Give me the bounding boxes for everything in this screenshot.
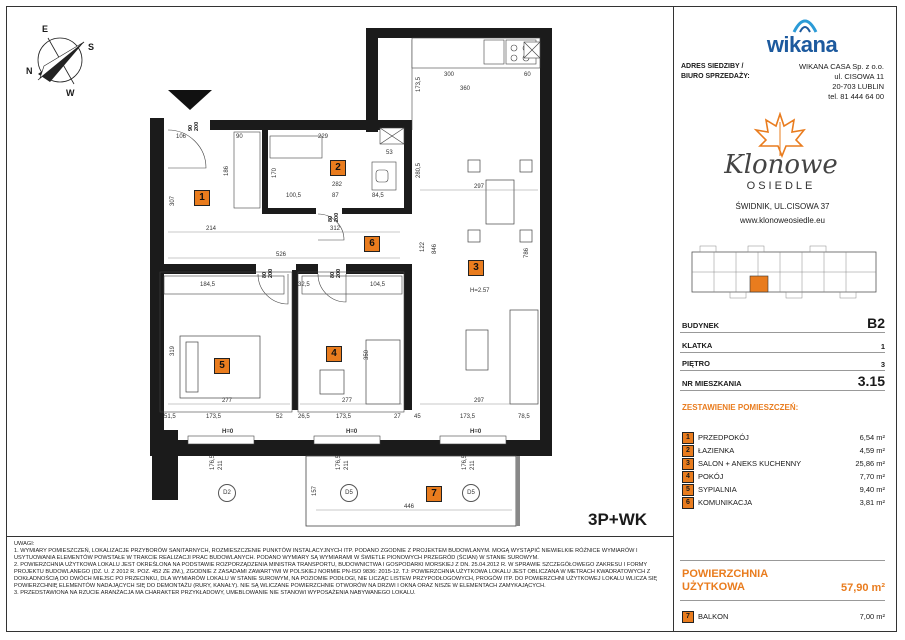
dim-526: 526 [276,252,287,258]
detail-row-building: BUDYNEK B2 [682,315,885,331]
dim-87: 87 [332,193,339,199]
window-code-3: D5 [462,484,480,502]
window-label-2: H=0 [346,429,358,435]
address-label: ADRES SIEDZIBY / BIURO SPRZEDAŻY: [681,63,750,80]
dim-277-b: 277 [342,398,353,404]
notes [14,541,669,597]
estate-website: www.klonoweosiedle.eu [740,216,825,225]
wikana-logo-icon [790,14,820,34]
building-key-plan [690,242,880,304]
compass-north: N [26,66,33,76]
door-label-bath: 80 200 [328,212,340,222]
room-row-3: 3 SALON + ANEKS KUCHENNY 25,86 m² [682,458,885,470]
dim-122: 122 [420,241,426,252]
window-label-1: H=0 [222,429,234,435]
door-label-room: 80 200 [330,268,342,278]
rooms-heading: ZESTAWIENIE POMIESZCZEŃ: [682,403,799,412]
dim-100-5: 100,5 [286,193,302,199]
entrance-arrow-icon [168,90,212,110]
total-label: POWIERZCHNIA UŻYTKOWA [682,568,769,593]
dim-27: 27 [394,414,401,420]
dim-211-a: 211 [218,460,224,470]
room-badge-2: 2 [330,160,346,176]
dim-176-5-a: 176,5 [210,454,216,470]
dim-157: 157 [312,485,318,496]
dim-173-5-b: 173,5 [336,414,352,420]
balcony-row: 7 BALKON 7,00 m² [682,611,885,623]
note-3: 3. PRZEDSTAWIONA NA RZUCIE ARANŻACJA MA CHARAKTER PRZYKŁADOWY, UMEBLOWANIE NIE STANOWI WYPOSAŻENIA NABYWANEGO LOKALU. [14,590,416,596]
estate-logo-sub: OSIEDLE [746,180,816,192]
dim-90: 90 [236,134,243,140]
dining-table [468,160,532,242]
room-badge-6: 6 [364,236,380,252]
dim-360: 360 [460,86,471,92]
windows [188,436,506,444]
door-label-entrance: 90 200 [188,121,200,131]
window-label-3: H=0 [470,429,482,435]
dim-297-bottom: 297 [474,398,485,404]
dim-52: 52 [276,414,283,420]
estate-location: ŚWIDNIK, UL.CISOWA 37 [735,202,830,211]
detail-row-floor: PIĘTRO 3 [680,354,885,371]
dim-78-5: 78,5 [518,414,530,420]
room-row-1: 1 PRZEDPOKÓJ 6,54 m² [682,432,885,444]
room-row-4: 4 POKÓJ 7,70 m² [682,471,885,483]
note-1: 1. WYMIARY POMIESZCZEŃ, LOKALIZACJE PRZYBORÓW SANITARNYCH, ROZMIESZCZENIE PUNKTÓW INSTALACYJNYCH ITP. PODANO ZGODNIE Z PROJEKTEM BUDOWLANYM. MOGĄ WYSTĄPIĆ NIEWIELKIE RÓŻNICE WYMIARÓW I USYTUOWANIA ELEMENTÓW POWSTAŁE W TRAKCIE REALIZACJI PRAC BUDOWLANYCH. PODANO WYMIARY SĄ WYMIARAMI W ŚWIETLE PIONOWYCH PRZEGRÓD (ŚCIAN) W STANIE SUROWYM. [14,548,638,561]
dim-846: 846 [432,243,438,254]
apartment-type: 3P+WK [588,510,648,529]
detail-row-stairwell: KLATKA 1 [680,336,885,353]
room-row-5: 5 SYPIALNIA 9,40 m² [682,484,885,496]
dim-84-5: 84,5 [372,193,384,199]
dim-214: 214 [206,226,217,232]
dim-53: 53 [386,150,393,156]
dim-211-b: 211 [344,460,350,470]
dim-45: 45 [414,414,421,420]
dim-282: 282 [332,182,343,188]
note-2: 2. POWIERZCHNIA UŻYTKOWA LOKALU JEST OKREŚLONA NA PODSTAWIE ROZPORZĄDZENIA MINISTRA TRANSPORTU, BUDOWNICTWA I GOSPODARKI MORSKIEJ Z DN. 25.04.2012 R. W SPRAWIE SZCZEGÓŁOWEGO ZAKRESU I FORMY PROJEKTU BUDOWLANEGO (DZ. U. Z 2012 R. POZ. 452 ZE ZM.), ZGODNIE Z ZASADAMI ZAWARTYMI W POLSKIEJ NORMIE PN-ISO 9836: 2015-12. TJ: POWIERZCHNIA UŻYTKOWA LOKALU JEST OBLICZANA W METRACH KWADRATOWYCH Z DOKŁADNOŚCIĄ DO DWÓCH MIEJSC PO PRZECINKU, DLA WYMIARÓW LOKALU W STANIE SUROWYM, NA POZIOMIE PODŁOGI, NIE LICZĄC LISTEW PRZYPODŁOGOWYCH, PROGÓW ITP. DO POWIERZCHNI UŻYTKOWEJ LOKALU WLICZA SIĘ POWIERZCHNIĘ ELEMENTÓW NADAJĄCYCH SIĘ DO DEMONTAŻU (RURY, KANAŁY). NIE SĄ WLICZANE POWIERZCHNIE OTWORÓW NA DRZWI I OKNA ORAZ NISZE W ELEMENTACH ZAMYKAJĄCYCH. [14,562,658,589]
door-label-bedroom: 80 200 [262,268,274,278]
dim-786: 786 [524,247,530,258]
dim-229: 229 [318,134,329,140]
dim-186: 186 [224,165,230,176]
dim-176-5-b: 176,5 [336,454,342,470]
dim-350: 350 [364,349,370,360]
window-code-1: D2 [218,484,236,502]
dim-300: 300 [444,72,455,78]
estate-logo-script: Klonowe [724,150,838,180]
compass-icon [38,38,84,84]
dim-277-a: 277 [222,398,233,404]
room-row-6: 6 KOMUNIKACJA 3,81 m² [682,497,885,509]
dim-297-top: 297 [474,184,485,190]
kitchen [412,38,540,68]
dim-51-5: 51,5 [164,414,176,420]
detail-row-apartment: NR MIESZKANIA 3.15 [682,373,885,389]
dim-173-5: 173,5 [416,76,422,92]
room-badge-4: 4 [326,346,342,362]
ceiling-height-note: H=2.57 [470,288,490,294]
dim-104-5: 104,5 [370,282,386,288]
dim-32-5: 32,5 [298,282,310,288]
total-divider-top [680,560,885,561]
dim-319: 319 [170,345,176,356]
address-block: WIKANA CASA Sp. z o.o. ul. CISOWA 11 20-703 LUBLIN tel. 81 444 64 00 [798,62,884,101]
dim-176-5-c: 176,5 [462,454,468,470]
dim-211-c: 211 [470,460,476,470]
dim-106: 106 [176,134,187,140]
room-row-2: 2 ŁAZIENKA 4,59 m² [682,445,885,457]
dim-170: 170 [272,167,278,178]
room-badge-1: 1 [194,190,210,206]
dim-280-5: 280,5 [416,162,422,178]
compass-south: S [88,42,95,52]
brand-name: wikana [766,32,838,57]
apartment-highlight [750,276,768,292]
compass-east: E [42,24,49,34]
dim-312: 312 [330,226,341,232]
notes-heading: UWAGI: [14,541,35,547]
total-divider-bottom [680,600,885,601]
compass-west: W [66,88,75,98]
dim-446: 446 [404,504,415,510]
dim-60: 60 [524,72,531,78]
dim-184-5: 184,5 [200,282,216,288]
room-badge-5: 5 [214,358,230,374]
total-value: 57,90 m² [840,582,885,594]
window-code-2: D5 [340,484,358,502]
dim-307: 307 [170,195,176,206]
room-badge-3: 3 [468,260,484,276]
dim-173-5-c: 173,5 [460,414,476,420]
sofa [466,310,538,404]
room-badge-7: 7 [426,486,442,502]
dim-26-5: 26,5 [298,414,310,420]
dim-173-5-a: 173,5 [206,414,222,420]
